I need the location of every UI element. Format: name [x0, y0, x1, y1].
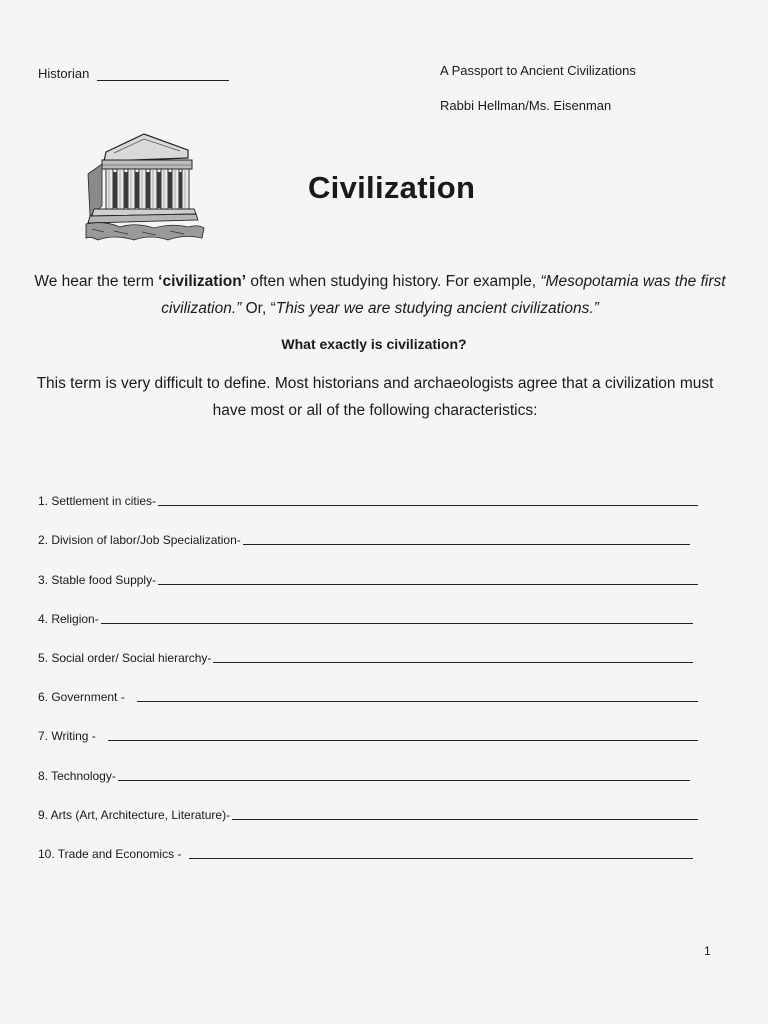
- characteristic-item: [38, 588, 698, 627]
- answer-blank[interactable]: [243, 544, 690, 545]
- characteristic-item: [38, 666, 698, 705]
- characteristic-item: [38, 744, 698, 783]
- characteristic-item: [38, 470, 698, 509]
- characteristic-label: 5. Social order/ Social hierarchy-: [38, 650, 212, 665]
- characteristic-item: [38, 627, 698, 666]
- characteristic-item: [38, 548, 698, 587]
- intro-paragraph: [30, 268, 730, 322]
- intro-quote-1: “Mesopotamia was the first civilization.”: [161, 273, 726, 317]
- answer-blank[interactable]: [101, 623, 693, 624]
- teacher-names: Rabbi Hellman/Ms. Eisenman: [440, 98, 612, 113]
- characteristic-label: 8. Technology-: [38, 768, 116, 783]
- intro-term: ‘civilization’: [158, 273, 247, 290]
- characteristic-item: [38, 823, 698, 862]
- course-title: A Passport to Ancient Civilizations: [440, 63, 636, 78]
- characteristic-item: [38, 705, 698, 744]
- characteristic-label: 9. Arts (Art, Architecture, Literature)-: [38, 807, 231, 822]
- historian-name-blank[interactable]: [97, 68, 229, 81]
- characteristic-label: 2. Division of labor/Job Specialization-: [38, 533, 241, 548]
- answer-blank[interactable]: [108, 740, 698, 741]
- intro-quote-2: This year we are studying ancient civilizations.”: [275, 300, 599, 317]
- characteristic-label: 1. Settlement in cities-: [38, 494, 157, 509]
- intro-text-3: Or, “: [241, 300, 276, 317]
- answer-blank[interactable]: [158, 584, 698, 585]
- characteristic-label: 3. Stable food Supply-: [38, 572, 157, 587]
- section-question: What exactly is civilization?: [281, 336, 467, 352]
- answer-blank[interactable]: [213, 662, 693, 663]
- historian-field: [38, 66, 229, 81]
- characteristic-item: [38, 784, 698, 823]
- characteristic-label: 6. Government -: [38, 690, 125, 705]
- intro-text-1: We hear the term: [34, 273, 159, 290]
- characteristic-label: 7. Writing -: [38, 729, 96, 744]
- historian-label: Historian: [38, 66, 90, 81]
- characteristic-label: 10. Trade and Economics -: [38, 846, 182, 861]
- answer-blank[interactable]: [189, 858, 693, 859]
- characteristic-label: 4. Religion-: [38, 611, 99, 626]
- description-paragraph: This term is very difficult to define. Most historians and archaeologists agree that a civilization must have most or all of the following characteristics:: [36, 375, 714, 419]
- characteristics-list: [38, 470, 698, 862]
- answer-blank[interactable]: [118, 780, 690, 781]
- characteristic-item: [38, 509, 698, 548]
- page-title: Civilization: [308, 170, 476, 205]
- page-number: 1: [704, 944, 711, 958]
- answer-blank[interactable]: [232, 819, 698, 820]
- answer-blank[interactable]: [158, 505, 698, 506]
- greek-temple-icon: [84, 128, 206, 246]
- intro-text-2: often when studying history. For example,: [246, 273, 541, 290]
- answer-blank[interactable]: [137, 701, 698, 702]
